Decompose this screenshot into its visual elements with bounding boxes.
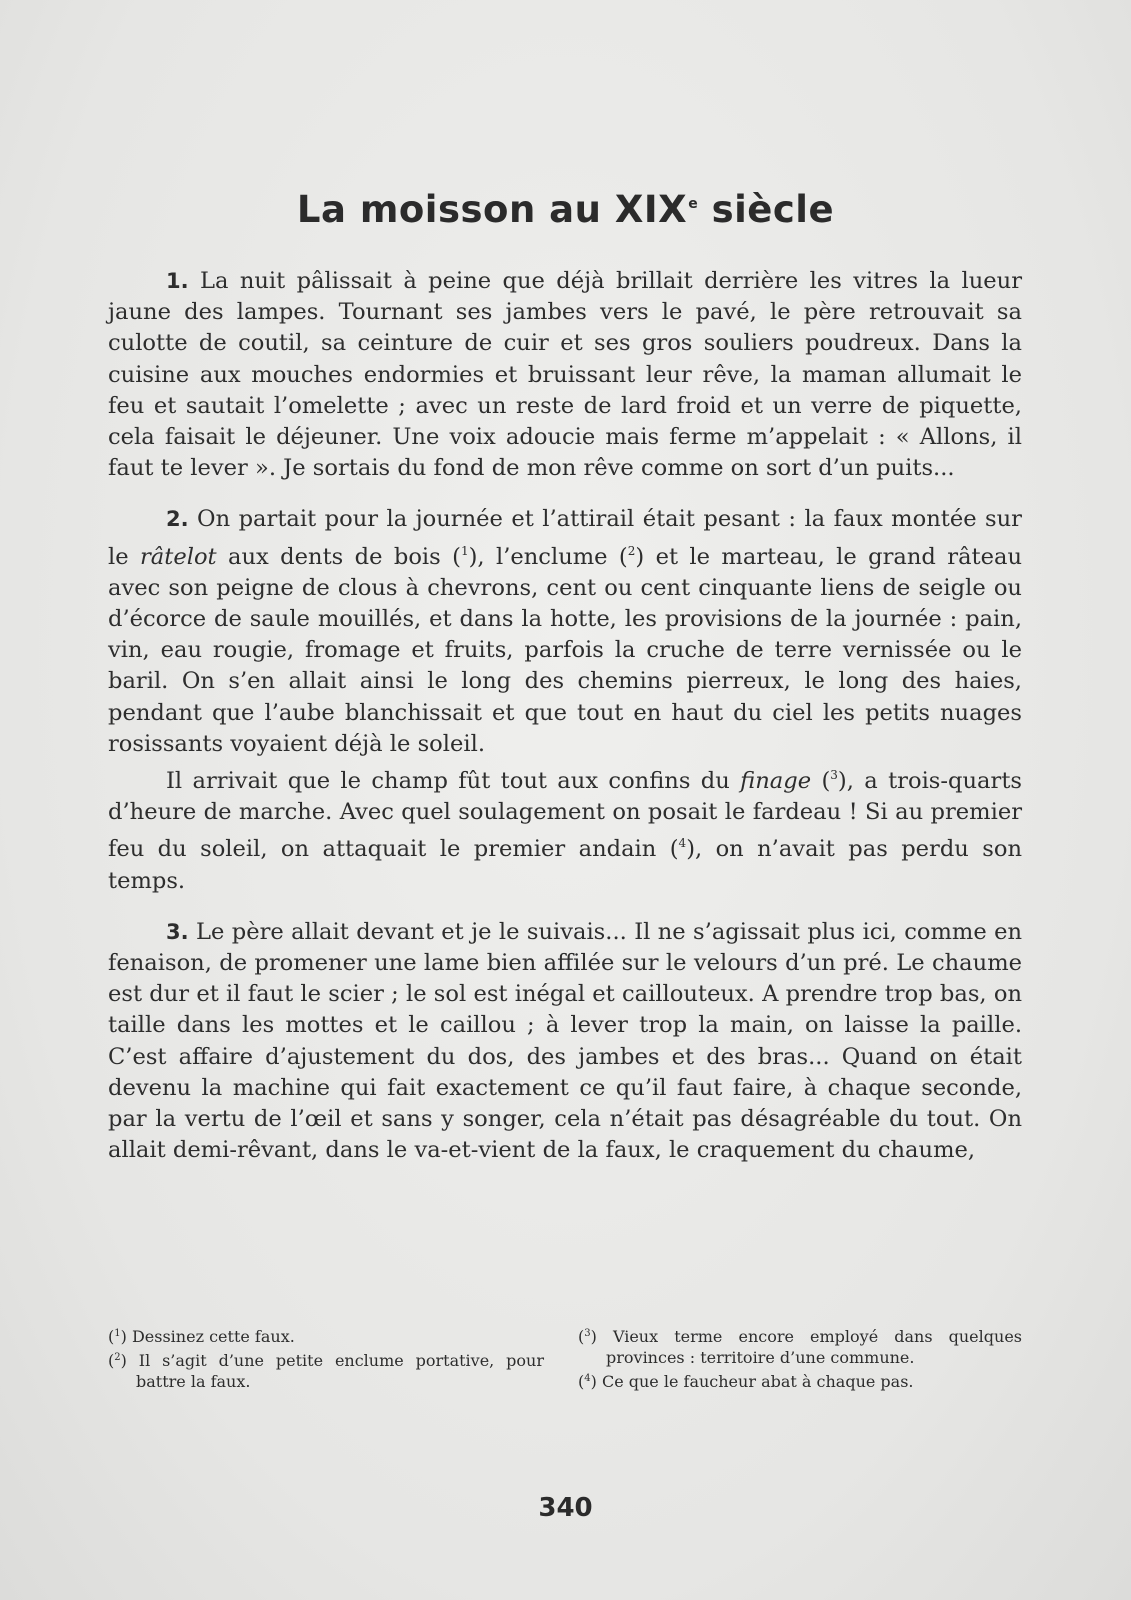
footnote-ref: 1 bbox=[460, 543, 469, 558]
body-text bbox=[108, 266, 1022, 1166]
footnotes-left-column bbox=[108, 1323, 544, 1392]
paragraph-number: 1. bbox=[166, 269, 189, 293]
footnote-4: ($^4$) Ce que le faucheur abat à chaque pas. bbox=[578, 1372, 914, 1391]
title-superscript: e bbox=[688, 196, 699, 212]
footnotes-right-column bbox=[578, 1323, 1022, 1392]
footnote-ref: 3 bbox=[830, 768, 838, 783]
footnote-ref: 2 bbox=[627, 543, 636, 558]
page-number: 340 bbox=[538, 1493, 593, 1523]
paragraph-1: 1. La nuit pâlissait à peine que déjà brillait derrière les vitres la lueur jaune des lampes. Tournant ses jambes vers le pavé, le père retrouvait sa culotte de coutil, sa ceinture de cuir et ses gros souliers poudreux. Dans la cuisine aux mouches endormies et bruissant leur rêve, la maman allumait le feu et sautait l’omelette ; avec un reste de lard froid et un verre de piquette, cela faisait le déjeuner. Une voix adoucie mais ferme m’appelait : « Allons, il faut te lever ». Je sortais du fond de mon rêve comme on sort d’un puits... bbox=[108, 268, 1022, 482]
footnote-ref: 4 bbox=[678, 836, 687, 851]
paragraph-2: 2. On partait pour la journée et l’attirail était pesant : la faux montée sur le râtelot aux dents de bois ($^1$), l’enclume ($^2$) et le marteau, le grand râteau avec son peigne de clous à chevrons, cent ou cent cinquante liens de seigle ou d’écorce de saule mouillés, et dans la hotte, les provisions de la journée : pain, vin, eau rougie, fromage et fruits, parfois la cruche de terre vernissée ou le baril. On s’en allait ainsi le long des chemins pierreux, le long des haies, pendant que l’aube blanchissait et que tout en haut du ciel les petits nuages rosissants voyaient déjà le soleil. bbox=[108, 506, 1023, 757]
paragraph-2-continued: Il arrivait que le champ fût tout aux confins du finage ($^3$), a trois-quarts d’heure de marche. Avec quel soulagement on posait le fardeau ! Si au premier feu du soleil, on attaquait le premier andain ($^4$), on n’avait pas perdu son temps. bbox=[108, 768, 1022, 894]
footnote-1: ($^1$) Dessinez cette faux. bbox=[108, 1327, 295, 1346]
page-title: La moisson au XIXe siècle bbox=[296, 188, 835, 231]
paragraph-number: 2. bbox=[166, 507, 189, 532]
footnote-3: ($^3$) Vieux terme encore employé dans quelques provinces : territoire d’une commune. bbox=[578, 1327, 1022, 1367]
italic-term: râtelot bbox=[140, 543, 217, 570]
italic-term: finage bbox=[740, 768, 812, 795]
footnote-2: ($^2$) Il s’agit d’une petite enclume portative, pour battre la faux. bbox=[108, 1351, 544, 1391]
paragraph-number: 3. bbox=[166, 919, 189, 944]
paragraph-3: 3. Le père allait devant et je le suivais... Il ne s’agissait plus ici, comme en fenaison, de promener une lame bien affilée sur le velours d’un pré. Le chaume est dur et il faut le scier ; le sol est inégal et caillouteux. A prendre trop bas, on taille dans les mottes et le caillou ; à lever trop la main, on laisse la paille. C’est affaire d’ajustement du dos, des jambes et des bras... Quand on était devenu la machine qui fait exactement ce qu’il faut faire, à chaque seconde, par la vertu de l’œil et sans y songer, cela n’était pas désagréable du tout. On allait demi-rêvant, dans le va-et-vient de la faux, le craquement du chaume, bbox=[108, 918, 1022, 1164]
